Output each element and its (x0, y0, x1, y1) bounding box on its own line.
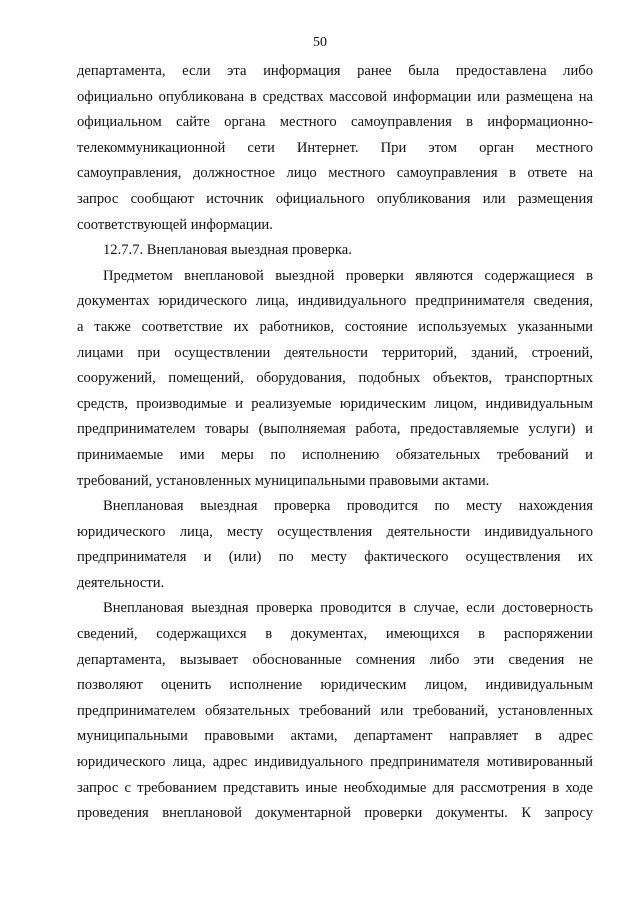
text-line: департамента, вызывает обоснованные сомнения либо эти сведения не (77, 651, 593, 668)
text-line: телекоммуникационной сети Интернет. При этом орган местного (77, 139, 593, 156)
paragraph-subject (77, 264, 593, 494)
text-line: средств, производимые и реализуемые юридическим лицом, индивидуальным (77, 395, 593, 412)
paragraph-location (77, 494, 593, 596)
text-line: требований, установленных муниципальными правовыми актами. (77, 472, 490, 489)
text-line: а также соответствие их работников, состояние используемых указанными (77, 318, 593, 335)
text-line: позволяют оценить исполнение юридическим лицом, индивидуальным (77, 677, 593, 694)
text-line: юридического лица, адрес индивидуального предпринимателя мотивированный (77, 754, 593, 771)
section-heading (77, 238, 593, 264)
text-line: сооружений, помещений, оборудования, подобных объектов, транспортных (77, 370, 593, 387)
text-line: проведения внеплановой документарной проверки документы. К запросу (77, 805, 593, 822)
text-line: принимаемые ими меры по исполнению обязательных требований и (77, 446, 593, 463)
text-line: официально опубликована в средствах массовой информации или размещена на (77, 88, 593, 105)
text-line: деятельности. (77, 574, 165, 591)
text-line: предпринимателем обязательных требований или требований, установленных (77, 702, 593, 719)
text-line: сведений, содержащихся в документах, имеющихся в распоряжении (77, 626, 593, 643)
body-text (77, 59, 593, 827)
text-line: предпринимателем товары (выполняемая работа, предоставляемые услуги) и (77, 421, 593, 438)
paragraph-conditions (77, 596, 593, 826)
text-line: соответствующей информации. (77, 216, 273, 233)
text-line: Внеплановая выездная проверка проводится в случае, если достоверность (103, 600, 593, 617)
page-number: 50 (313, 35, 327, 50)
text-line: 12.7.7. Внеплановая выездная проверка. (103, 242, 352, 259)
paragraph-continuation (77, 59, 593, 238)
text-line: Предметом внеплановой выездной проверки являются содержащиеся в (103, 267, 593, 284)
text-line: муниципальными правовыми актами, департамент направляет в адрес (77, 728, 593, 745)
text-line: документах юридического лица, индивидуального предпринимателя сведения, (77, 293, 593, 310)
text-line: официальном сайте органа местного самоуправления в информационно- (77, 114, 593, 131)
text-line: департамента, если эта информация ранее была предоставлена либо (77, 63, 593, 79)
text-line: запрос сообщают источник официального опубликования или размещения (77, 190, 593, 207)
text-line: предпринимателя и (или) по месту фактического осуществления их (77, 549, 593, 566)
text-line: юридического лица, месту осуществления деятельности индивидуального (77, 523, 593, 540)
text-line: лицами при осуществлении деятельности территорий, зданий, строений, (77, 344, 593, 361)
text-line: самоуправления, должностное лицо местного самоуправления в ответе на (77, 165, 593, 182)
text-line: Внеплановая выездная проверка проводится по месту нахождения (103, 498, 593, 515)
text-line: запрос с требованием представить иные необходимые для рассмотрения в ходе (77, 779, 593, 796)
